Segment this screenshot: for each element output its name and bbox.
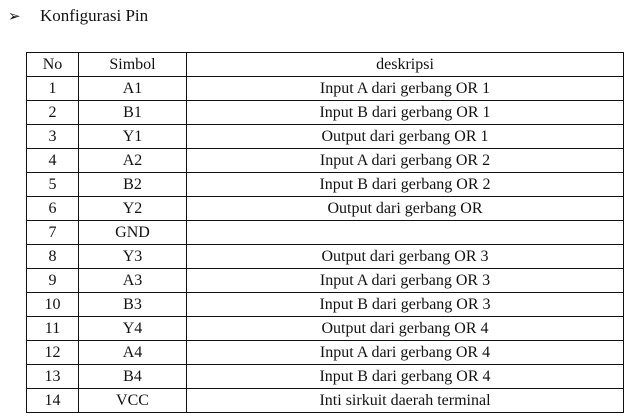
table-row <box>27 245 624 269</box>
pin-number-cell: 2 <box>27 101 79 125</box>
table-row <box>27 101 624 125</box>
pin-description-cell: Input B dari gerbang OR 1 <box>187 101 624 125</box>
table-row <box>27 77 624 101</box>
table-body <box>27 77 624 413</box>
pin-description-cell: Input A dari gerbang OR 3 <box>187 269 624 293</box>
pin-number-cell: 3 <box>27 125 79 149</box>
table-row <box>27 221 624 245</box>
table-row <box>27 365 624 389</box>
column-header-simbol: Simbol <box>79 53 187 77</box>
pin-number-cell: 10 <box>27 293 79 317</box>
pin-symbol-cell: A2 <box>79 149 187 173</box>
table-row <box>27 269 624 293</box>
pin-description-cell: Input B dari gerbang OR 3 <box>187 293 624 317</box>
pin-number-cell: 7 <box>27 221 79 245</box>
pin-symbol-cell: B2 <box>79 173 187 197</box>
pin-number-cell: 6 <box>27 197 79 221</box>
pin-symbol-cell: GND <box>79 221 187 245</box>
pin-symbol-cell: Y1 <box>79 125 187 149</box>
pin-symbol-cell: VCC <box>79 389 187 413</box>
pin-description-cell: Input A dari gerbang OR 2 <box>187 149 624 173</box>
pin-description-cell: Input A dari gerbang OR 1 <box>187 77 624 101</box>
section-title: Konfigurasi Pin <box>40 6 149 25</box>
table-row <box>27 341 624 365</box>
pin-symbol-cell: Y3 <box>79 245 187 269</box>
column-header-no: No <box>27 53 79 77</box>
pin-symbol-cell: B1 <box>79 101 187 125</box>
table-row <box>27 173 624 197</box>
pin-number-cell: 13 <box>27 365 79 389</box>
column-header-deskripsi: deskripsi <box>187 53 624 77</box>
pin-number-cell: 14 <box>27 389 79 413</box>
pin-number-cell: 5 <box>27 173 79 197</box>
pin-description-cell: Input B dari gerbang OR 2 <box>187 173 624 197</box>
pin-symbol-cell: A1 <box>79 77 187 101</box>
pin-description-cell: Output dari gerbang OR 3 <box>187 245 624 269</box>
pin-description-cell: Input B dari gerbang OR 4 <box>187 365 624 389</box>
pin-symbol-cell: Y2 <box>79 197 187 221</box>
pin-description-cell: Input A dari gerbang OR 4 <box>187 341 624 365</box>
table-row <box>27 317 624 341</box>
pin-description-cell: Output dari gerbang OR 1 <box>187 125 624 149</box>
pin-number-cell: 1 <box>27 77 79 101</box>
section-heading <box>8 5 148 27</box>
table-row <box>27 149 624 173</box>
pin-symbol-cell: A3 <box>79 269 187 293</box>
pin-number-cell: 11 <box>27 317 79 341</box>
pin-configuration-table <box>26 52 624 413</box>
pin-symbol-cell: B3 <box>79 293 187 317</box>
pin-symbol-cell: B4 <box>79 365 187 389</box>
pin-number-cell: 9 <box>27 269 79 293</box>
pin-description-cell <box>187 221 624 245</box>
table-row <box>27 125 624 149</box>
pin-description-cell: Output dari gerbang OR 4 <box>187 317 624 341</box>
pin-symbol-cell: Y4 <box>79 317 187 341</box>
arrow-bullet-icon: ➢ <box>8 8 21 25</box>
table-row <box>27 293 624 317</box>
pin-symbol-cell: A4 <box>79 341 187 365</box>
pin-description-cell: Inti sirkuit daerah terminal <box>187 389 624 413</box>
pin-number-cell: 8 <box>27 245 79 269</box>
table-header-row <box>27 53 624 77</box>
pin-description-cell: Output dari gerbang OR <box>187 197 624 221</box>
table-row <box>27 389 624 413</box>
pin-number-cell: 4 <box>27 149 79 173</box>
pin-number-cell: 12 <box>27 341 79 365</box>
table-row <box>27 197 624 221</box>
